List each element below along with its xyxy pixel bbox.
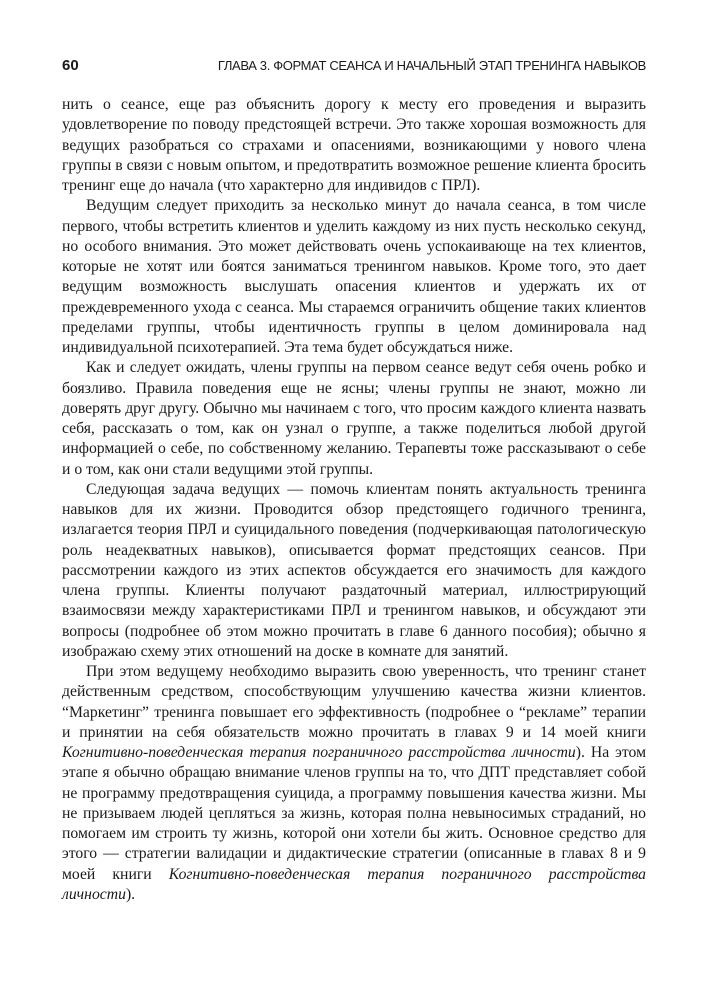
chapter-title: ГЛАВА 3. ФОРМАТ СЕАНСА И НАЧАЛЬНЫЙ ЭТАП ТРЕНИНГА НАВЫКОВ — [217, 58, 646, 73]
text-segment: ). На этом этапе я обычно обращаю внимание членов группы на то, что ДПТ представляет собой не программу предотвращения суицида, а программу повышения качества жизни. Мы не призываем людей цепляться за жизнь, которая полна невыносимых страданий, но помогаем им строить ту жизнь, которой они хотели бы жить. Основное средство для этого — стратегии валидации и дидактические стратегии (описанные в главах 8 и 9 моей книги — [62, 744, 646, 883]
book-title-italic: Когнитивно-поведенческая терапия пограничного расстройства личности — [62, 865, 647, 903]
text-segment: Следующая задача ведущих — помочь клиентам понять актуальность тренинга навыков для их жизни. Проводится обзор предстоящего годичного тренинга, излагается теория ПРЛ и суицидального поведения (подчеркивающая патологическую роль неадекватных навыков), описывается формат предстоящих сеансов. При рассмотрении каждого из этих аспектов обсуждается его значимость для каждого члена группы. Клиенты получают раздаточный материал, иллюстрирующий взаимосвязи между характеристиками ПРЛ и тренингом навыков, и обсуждают эти вопросы (подробнее об этом можно прочитать в главе 6 данного пособия); обычно я изображаю схему этих отношений на доске в комнате для занятий. — [62, 480, 646, 660]
text-segment: Как и следует ожидать, члены группы на первом сеансе ведут себя очень робко и боязливо. Правила поведения еще не ясны; члены группы не знают, можно ли доверять друг другу. Обычно мы начинаем с того, что просим каждого клиента назвать себя, рассказать о том, как он узнал о группе, а также поделиться любой другой информацией о себе, по собственному желанию. Терапевты тоже рассказывают о себе и о том, как они стали ведущими этой группы. — [62, 359, 646, 478]
book-title-italic: Когнитивно-поведенческая терапия пограничного расстройства личности — [62, 744, 576, 761]
text-segment: При этом ведущему необходимо выразить свою уверенность, что тренинг станет действенным средством, способствующим улучшению качества жизни клиентов. “Маркетинг” тренинга повышает его эффективность (подробнее о “рекламе” терапии и принятии на себя обязательств можно прочитать в главах 9 и 14 моей книги — [62, 663, 646, 741]
paragraph — [62, 662, 646, 905]
paragraph — [62, 196, 646, 358]
page-number: 60 — [62, 57, 79, 74]
paragraph — [62, 480, 646, 662]
body-text — [62, 95, 646, 905]
text-segment: ). — [125, 885, 136, 903]
paragraph — [62, 358, 646, 480]
text-segment: нить о сеансе, еще раз объяснить дорогу к месту его проведения и выразить удовлетворение по поводу предстоящей встречи. Это также хорошая возможность для ведущих разобраться со страхами и опасениями, возникающими у нового члена группы в связи с новым опытом, и предотвратить возможное решение клиента бросить тренинг еще до начала (что характерно для индивидов с ПРЛ). — [62, 96, 646, 194]
running-header — [62, 56, 646, 76]
paragraph-continuation — [62, 95, 646, 196]
text-segment: Ведущим следует приходить за несколько минут до начала сеанса, в том числе первого, чтобы встретить клиентов и уделить каждому из них пусть несколько секунд, но особого внимания. Это может действовать очень успокаивающе на тех клиентов, которые не хотят или боятся заниматься тренингом навыков. Кроме того, это дает ведущим возможность выслушать опасения клиентов и удержать их от преждевременного ухода с сеанса. Мы стараемся ограничить общение таких клиентов пределами группы, чтобы идентичность группы в целом доминировала над индивидуальной психотерапией. Эта тема будет обсуждаться ниже. — [62, 197, 646, 356]
